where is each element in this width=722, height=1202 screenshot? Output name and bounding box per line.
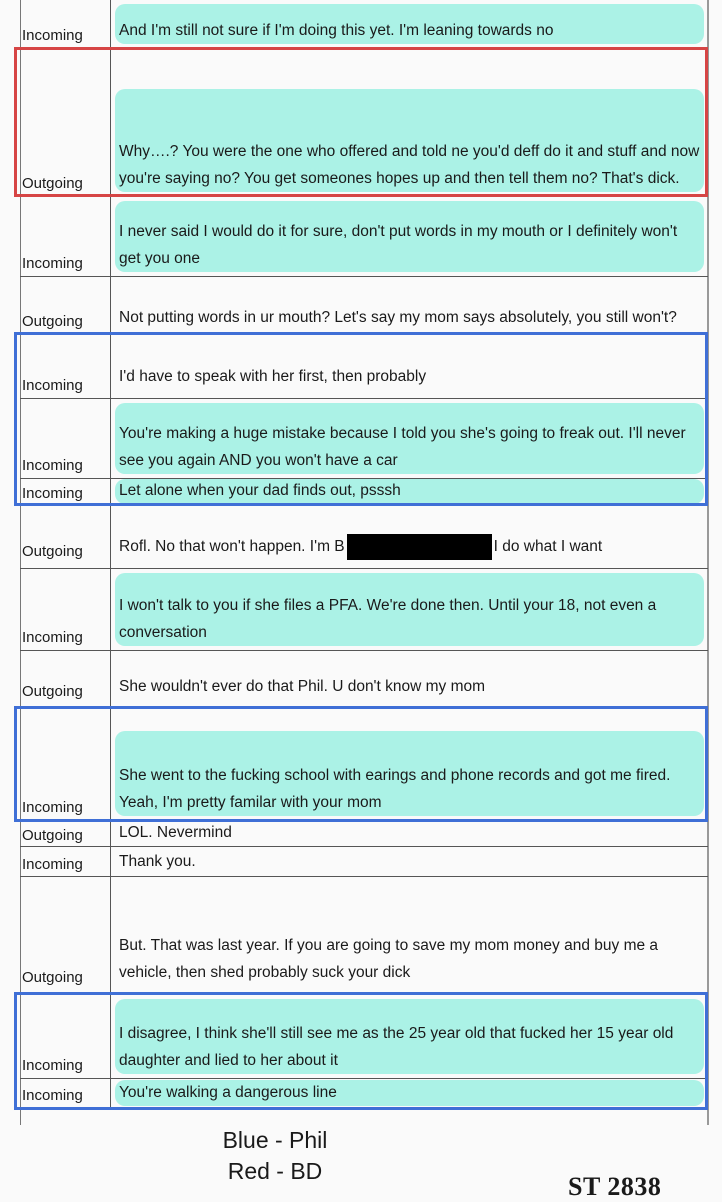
message-cell <box>111 505 708 568</box>
message-text: You're making a huge mistake because I told you she's going to freak out. I'll never see you again AND you won't have a car <box>119 425 686 469</box>
message-cell <box>111 877 708 994</box>
message-text-before: Rofl. No that won't happen. I'm B <box>119 538 345 555</box>
message-text <box>119 533 602 560</box>
table-row <box>20 846 708 876</box>
direction-cell: Incoming <box>20 479 111 504</box>
message-text-after: I do what I want <box>493 538 603 555</box>
direction-cell: Outgoing <box>20 49 111 196</box>
message-text: But. That was last year. If you are going to save my mom money and buy me a vehicle, then shed probably suck your dick <box>119 937 659 981</box>
legend-blue: Blue - Phil <box>222 1127 328 1153</box>
message-cell <box>111 49 708 196</box>
table-row <box>20 820 708 846</box>
message-text: She wouldn't ever do that Phil. U don't know my mom <box>119 678 486 695</box>
direction-cell: Outgoing <box>20 821 111 846</box>
message-text: Not putting words in ur mouth? Let's say my mom says absolutely, you still won't? <box>119 309 677 326</box>
table-row <box>20 0 708 48</box>
direction-cell: Incoming <box>20 399 111 478</box>
message-cell <box>111 399 708 478</box>
message-text: She went to the fucking school with earings and phone records and got me fired. Yeah, I'm pretty familar with your mom <box>119 767 671 811</box>
table-row <box>20 276 708 334</box>
message-cell <box>111 479 708 504</box>
message-cell <box>111 651 708 708</box>
direction-cell: Outgoing <box>20 277 111 334</box>
direction-cell: Incoming <box>20 847 111 876</box>
message-cell <box>111 847 708 876</box>
message-text: Let alone when your dad finds out, psssh <box>119 482 401 499</box>
redaction-bar <box>347 534 492 560</box>
message-cell <box>111 995 708 1078</box>
table-row <box>20 876 708 994</box>
direction-cell: Incoming <box>20 1079 111 1107</box>
message-text: I'd have to speak with her first, then probably <box>119 368 427 385</box>
direction-cell: Incoming <box>20 709 111 820</box>
direction-cell: Incoming <box>20 995 111 1078</box>
message-cell <box>111 821 708 846</box>
message-text: LOL. Nevermind <box>119 824 232 841</box>
table-row <box>20 48 708 196</box>
message-cell <box>111 1079 708 1107</box>
message-text: Thank you. <box>119 853 196 870</box>
message-text: Why….? You were the one who offered and told ne you'd deff do it and stuff and now you're saying no? You get someones hopes up and then tell them no? That's dick. <box>119 143 700 187</box>
table-row <box>20 334 708 398</box>
message-text: I won't talk to you if she files a PFA. We're done then. Until your 18, not even a conversation <box>119 597 657 641</box>
direction-cell: Incoming <box>20 569 111 650</box>
table-row <box>20 568 708 650</box>
message-cell <box>111 277 708 334</box>
table-row <box>20 196 708 276</box>
direction-cell: Outgoing <box>20 651 111 708</box>
message-text: And I'm still not sure if I'm doing this yet. I'm leaning towards no <box>119 22 554 39</box>
direction-cell: Incoming <box>20 0 111 48</box>
table-row <box>20 1078 708 1108</box>
direction-cell: Outgoing <box>20 505 111 568</box>
message-cell <box>111 197 708 276</box>
direction-cell: Outgoing <box>20 877 111 994</box>
document-stamp: ST 2838 <box>568 1172 662 1201</box>
direction-cell: Incoming <box>20 197 111 276</box>
table-row <box>20 478 708 504</box>
table-row <box>20 504 708 568</box>
direction-cell: Incoming <box>20 335 111 398</box>
message-text: I never said I would do it for sure, don't put words in my mouth or I definitely won't get you one <box>119 223 678 267</box>
message-cell <box>111 709 708 820</box>
legend-red: Red - BD <box>227 1158 323 1184</box>
table-row <box>20 398 708 478</box>
legend <box>175 1125 375 1187</box>
message-text: You're walking a dangerous line <box>119 1084 337 1101</box>
message-cell <box>111 0 708 48</box>
message-text: I disagree, I think she'll still see me as the 25 year old that fucked her 15 year old daughter and lied to her about it <box>119 1025 674 1069</box>
table-row <box>20 708 708 820</box>
message-cell <box>111 335 708 398</box>
table-row <box>20 650 708 708</box>
message-cell <box>111 569 708 650</box>
table-row <box>20 994 708 1078</box>
